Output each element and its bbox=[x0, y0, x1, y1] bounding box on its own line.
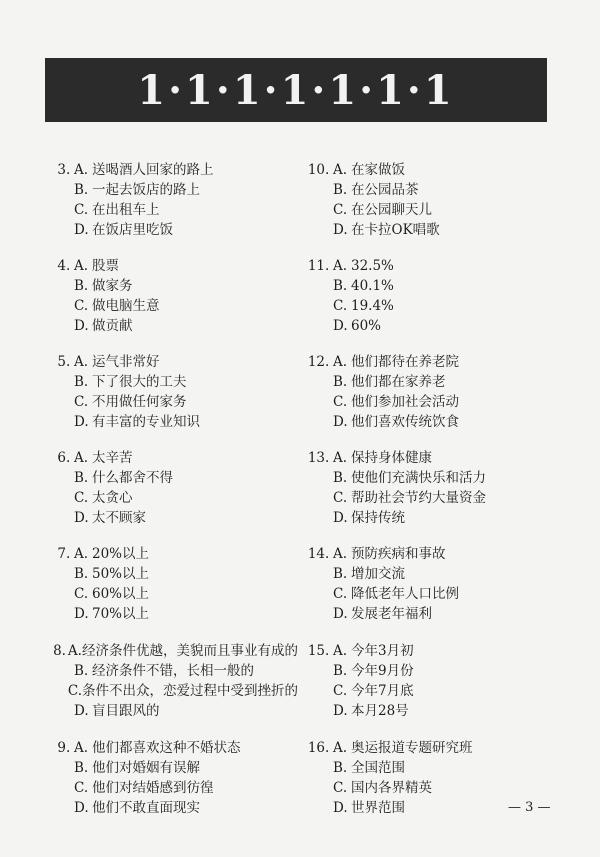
question-number: 8 bbox=[53, 643, 62, 659]
option-row bbox=[305, 220, 555, 240]
option-letter: A. bbox=[74, 354, 89, 370]
option-letter: D. bbox=[333, 318, 348, 334]
option-row bbox=[305, 701, 555, 721]
option-row bbox=[46, 738, 298, 758]
option-row bbox=[305, 276, 555, 296]
option-text: 全国范围 bbox=[351, 760, 405, 776]
option-text: 预防疾病和事故 bbox=[351, 546, 446, 562]
option-row bbox=[46, 661, 298, 681]
option-row bbox=[46, 160, 298, 180]
option-text: 他们喜欢传统饮食 bbox=[351, 414, 459, 430]
option-letter: A. bbox=[74, 162, 89, 178]
option-row bbox=[305, 641, 555, 661]
option-text: 19.4% bbox=[351, 298, 394, 314]
question-number: 11 bbox=[307, 258, 325, 274]
option-row bbox=[305, 661, 555, 681]
option-letter: A. bbox=[333, 258, 348, 274]
option-text: 在出租车上 bbox=[92, 202, 160, 218]
option-text: 在公园品茶 bbox=[351, 182, 419, 198]
option-text: 奥运报道专题研究班 bbox=[351, 740, 473, 756]
option-row bbox=[46, 798, 298, 818]
option-letter: C. bbox=[74, 394, 89, 410]
number-dot: . bbox=[66, 162, 71, 178]
option-row bbox=[46, 220, 298, 240]
option-row bbox=[305, 468, 555, 488]
number-dot: . bbox=[325, 450, 330, 466]
option-row bbox=[46, 296, 298, 316]
option-row bbox=[305, 200, 555, 220]
option-text: 本月28号 bbox=[351, 703, 409, 719]
question-11 bbox=[305, 256, 555, 336]
option-letter: C. bbox=[74, 780, 89, 796]
option-row bbox=[46, 701, 298, 721]
option-row bbox=[46, 681, 298, 701]
option-text: 在饭店里吃饭 bbox=[92, 222, 173, 238]
number-dot: . bbox=[66, 354, 71, 370]
number-dot: . bbox=[325, 162, 330, 178]
option-letter: D. bbox=[74, 414, 89, 430]
question-9 bbox=[46, 738, 298, 818]
option-letter: B. bbox=[333, 663, 348, 679]
option-text: 他们对婚姻有误解 bbox=[92, 760, 200, 776]
option-letter: A. bbox=[333, 354, 348, 370]
question-number: 7 bbox=[57, 546, 66, 562]
option-text: 他们都在家养老 bbox=[351, 374, 446, 390]
option-text: 经济条件优越，美貌而且事业有成的 bbox=[82, 643, 299, 659]
option-text: 运气非常好 bbox=[92, 354, 160, 370]
question-14 bbox=[305, 544, 555, 624]
option-letter: C. bbox=[333, 298, 348, 314]
option-row bbox=[46, 604, 298, 624]
question-number: 15 bbox=[307, 643, 325, 659]
option-row bbox=[46, 352, 298, 372]
option-text: 什么都舍不得 bbox=[92, 470, 173, 486]
option-row bbox=[305, 604, 555, 624]
option-letter: C. bbox=[67, 683, 82, 699]
option-letter: C. bbox=[333, 490, 348, 506]
option-text: 保持传统 bbox=[351, 510, 405, 526]
section-banner: 1·1·1·1·1·1·1 bbox=[45, 58, 547, 122]
option-row bbox=[46, 468, 298, 488]
option-row bbox=[305, 372, 555, 392]
option-row bbox=[46, 316, 298, 336]
option-text: 今年7月底 bbox=[351, 683, 414, 699]
option-text: 他们都喜欢这种不婚状态 bbox=[92, 740, 241, 756]
option-letter: B. bbox=[333, 182, 348, 198]
question-12 bbox=[305, 352, 555, 432]
option-row bbox=[305, 508, 555, 528]
option-row bbox=[46, 256, 298, 276]
option-text: 发展老年福利 bbox=[351, 606, 432, 622]
question-number: 5 bbox=[57, 354, 66, 370]
option-letter: C. bbox=[333, 683, 348, 699]
option-row bbox=[46, 392, 298, 412]
option-text: 做家务 bbox=[92, 278, 133, 294]
option-letter: D. bbox=[333, 510, 348, 526]
option-row bbox=[305, 352, 555, 372]
option-letter: A. bbox=[333, 546, 348, 562]
question-number: 6 bbox=[57, 450, 66, 466]
option-text: 做贡献 bbox=[92, 318, 133, 334]
option-row bbox=[305, 392, 555, 412]
option-row bbox=[305, 778, 555, 798]
option-letter: B. bbox=[74, 663, 89, 679]
option-row bbox=[46, 412, 298, 432]
option-letter: A. bbox=[74, 546, 89, 562]
number-dot: . bbox=[66, 450, 71, 466]
option-row bbox=[305, 738, 555, 758]
number-dot: . bbox=[325, 354, 330, 370]
option-text: 今年9月份 bbox=[351, 663, 414, 679]
option-letter: A. bbox=[74, 450, 89, 466]
option-row bbox=[305, 584, 555, 604]
question-number: 12 bbox=[307, 354, 325, 370]
right-question-column bbox=[305, 160, 555, 818]
question-number: 3 bbox=[57, 162, 66, 178]
option-text: 保持身体健康 bbox=[351, 450, 432, 466]
option-text: 送喝酒人回家的路上 bbox=[92, 162, 214, 178]
option-row bbox=[46, 758, 298, 778]
question-13 bbox=[305, 448, 555, 528]
number-dot: . bbox=[66, 258, 71, 274]
option-letter: B. bbox=[333, 470, 348, 486]
option-text: 国内各界精英 bbox=[351, 780, 432, 796]
option-letter: D. bbox=[74, 606, 89, 622]
option-text: 今年3月初 bbox=[351, 643, 414, 659]
question-6 bbox=[46, 448, 298, 528]
option-letter: C. bbox=[333, 586, 348, 602]
option-text: 降低老年人口比例 bbox=[351, 586, 459, 602]
option-letter: D. bbox=[333, 800, 348, 816]
option-text: 他们对结婚感到彷徨 bbox=[92, 780, 214, 796]
option-text: 50%以上 bbox=[92, 566, 150, 582]
option-text: 下了很大的工夫 bbox=[92, 374, 187, 390]
question-15 bbox=[305, 641, 555, 721]
option-row bbox=[305, 256, 555, 276]
option-row bbox=[305, 316, 555, 336]
option-letter: D. bbox=[333, 414, 348, 430]
option-text: 有丰富的专业知识 bbox=[92, 414, 200, 430]
option-letter: D. bbox=[333, 222, 348, 238]
option-letter: B. bbox=[74, 470, 89, 486]
option-text: 帮助社会节约大量资金 bbox=[351, 490, 486, 506]
option-row bbox=[305, 544, 555, 564]
number-dot: . bbox=[61, 643, 66, 659]
option-letter: B. bbox=[74, 760, 89, 776]
left-question-column bbox=[46, 160, 298, 818]
number-dot: . bbox=[325, 546, 330, 562]
option-text: 他们都待在养老院 bbox=[351, 354, 459, 370]
option-letter: D. bbox=[333, 703, 348, 719]
option-text: 在公园聊天儿 bbox=[351, 202, 432, 218]
question-8 bbox=[46, 641, 298, 721]
option-text: 太辛苦 bbox=[92, 450, 133, 466]
number-dot: . bbox=[66, 740, 71, 756]
question-number: 10 bbox=[307, 162, 325, 178]
option-text: 盲目跟风的 bbox=[92, 703, 160, 719]
question-number: 16 bbox=[307, 740, 325, 756]
option-row bbox=[305, 296, 555, 316]
option-row bbox=[46, 200, 298, 220]
option-row bbox=[46, 584, 298, 604]
option-row bbox=[46, 180, 298, 200]
question-3 bbox=[46, 160, 298, 240]
option-letter: C. bbox=[74, 202, 89, 218]
question-4 bbox=[46, 256, 298, 336]
page-number: — 3 — bbox=[508, 800, 551, 815]
option-letter: C. bbox=[333, 394, 348, 410]
option-letter: A. bbox=[333, 643, 348, 659]
option-text: 经济条件不错，长相一般的 bbox=[92, 663, 254, 679]
option-letter: C. bbox=[74, 490, 89, 506]
option-letter: A. bbox=[333, 162, 348, 178]
option-text: 太贪心 bbox=[92, 490, 133, 506]
option-row bbox=[305, 681, 555, 701]
option-letter: B. bbox=[333, 566, 348, 582]
option-text: 使他们充满快乐和活力 bbox=[351, 470, 486, 486]
question-10 bbox=[305, 160, 555, 240]
option-letter: D. bbox=[74, 510, 89, 526]
option-text: 不用做任何家务 bbox=[92, 394, 187, 410]
option-letter: A. bbox=[74, 740, 89, 756]
question-number: 13 bbox=[307, 450, 325, 466]
option-row bbox=[305, 448, 555, 468]
option-text: 在卡拉OK唱歌 bbox=[351, 222, 440, 238]
option-text: 他们参加社会活动 bbox=[351, 394, 459, 410]
option-letter: A. bbox=[74, 258, 89, 274]
option-text: 条件不出众，恋爱过程中受到挫折的 bbox=[82, 683, 298, 699]
option-row bbox=[305, 564, 555, 584]
option-letter: B. bbox=[74, 182, 89, 198]
option-text: 20%以上 bbox=[92, 546, 150, 562]
option-letter: D. bbox=[74, 222, 89, 238]
option-text: 40.1% bbox=[351, 278, 394, 294]
option-letter: B. bbox=[74, 374, 89, 390]
option-text: 60%以上 bbox=[92, 586, 150, 602]
option-row bbox=[305, 488, 555, 508]
option-letter: B. bbox=[333, 278, 348, 294]
option-letter: D. bbox=[74, 703, 89, 719]
option-letter: D. bbox=[74, 800, 89, 816]
option-row bbox=[46, 488, 298, 508]
option-row bbox=[305, 758, 555, 778]
option-text: 一起去饭店的路上 bbox=[92, 182, 200, 198]
option-row bbox=[46, 276, 298, 296]
question-number: 14 bbox=[307, 546, 325, 562]
option-row bbox=[46, 564, 298, 584]
option-letter: A. bbox=[333, 740, 348, 756]
number-dot: . bbox=[325, 643, 330, 659]
option-text: 世界范围 bbox=[351, 800, 405, 816]
option-text: 股票 bbox=[92, 258, 119, 274]
option-letter: C. bbox=[74, 586, 89, 602]
question-5 bbox=[46, 352, 298, 432]
option-letter: C. bbox=[333, 780, 348, 796]
option-row bbox=[305, 180, 555, 200]
option-letter: B. bbox=[74, 566, 89, 582]
option-row bbox=[46, 508, 298, 528]
option-row bbox=[305, 160, 555, 180]
option-row bbox=[46, 544, 298, 564]
option-letter: D. bbox=[333, 606, 348, 622]
option-text: 70%以上 bbox=[92, 606, 150, 622]
option-text: 在家做饭 bbox=[351, 162, 405, 178]
option-row bbox=[46, 778, 298, 798]
option-letter: A. bbox=[333, 450, 348, 466]
option-row bbox=[46, 641, 298, 661]
option-text: 他们不敢直面现实 bbox=[92, 800, 200, 816]
option-text: 太不顾家 bbox=[92, 510, 146, 526]
option-text: 做电脑生意 bbox=[92, 298, 160, 314]
option-text: 增加交流 bbox=[351, 566, 405, 582]
question-number: 4 bbox=[57, 258, 66, 274]
option-row bbox=[46, 372, 298, 392]
option-letter: D. bbox=[74, 318, 89, 334]
option-letter: B. bbox=[333, 760, 348, 776]
question-number: 9 bbox=[57, 740, 66, 756]
option-row bbox=[305, 412, 555, 432]
option-letter: A. bbox=[67, 643, 82, 659]
number-dot: . bbox=[325, 740, 330, 756]
option-letter: C. bbox=[333, 202, 348, 218]
question-7 bbox=[46, 544, 298, 624]
option-letter: C. bbox=[74, 298, 89, 314]
number-dot: . bbox=[325, 258, 330, 274]
option-text: 60% bbox=[351, 318, 382, 334]
number-dot: . bbox=[66, 546, 71, 562]
option-row bbox=[46, 448, 298, 468]
option-letter: B. bbox=[333, 374, 348, 390]
option-letter: B. bbox=[74, 278, 89, 294]
option-text: 32.5% bbox=[351, 258, 394, 274]
